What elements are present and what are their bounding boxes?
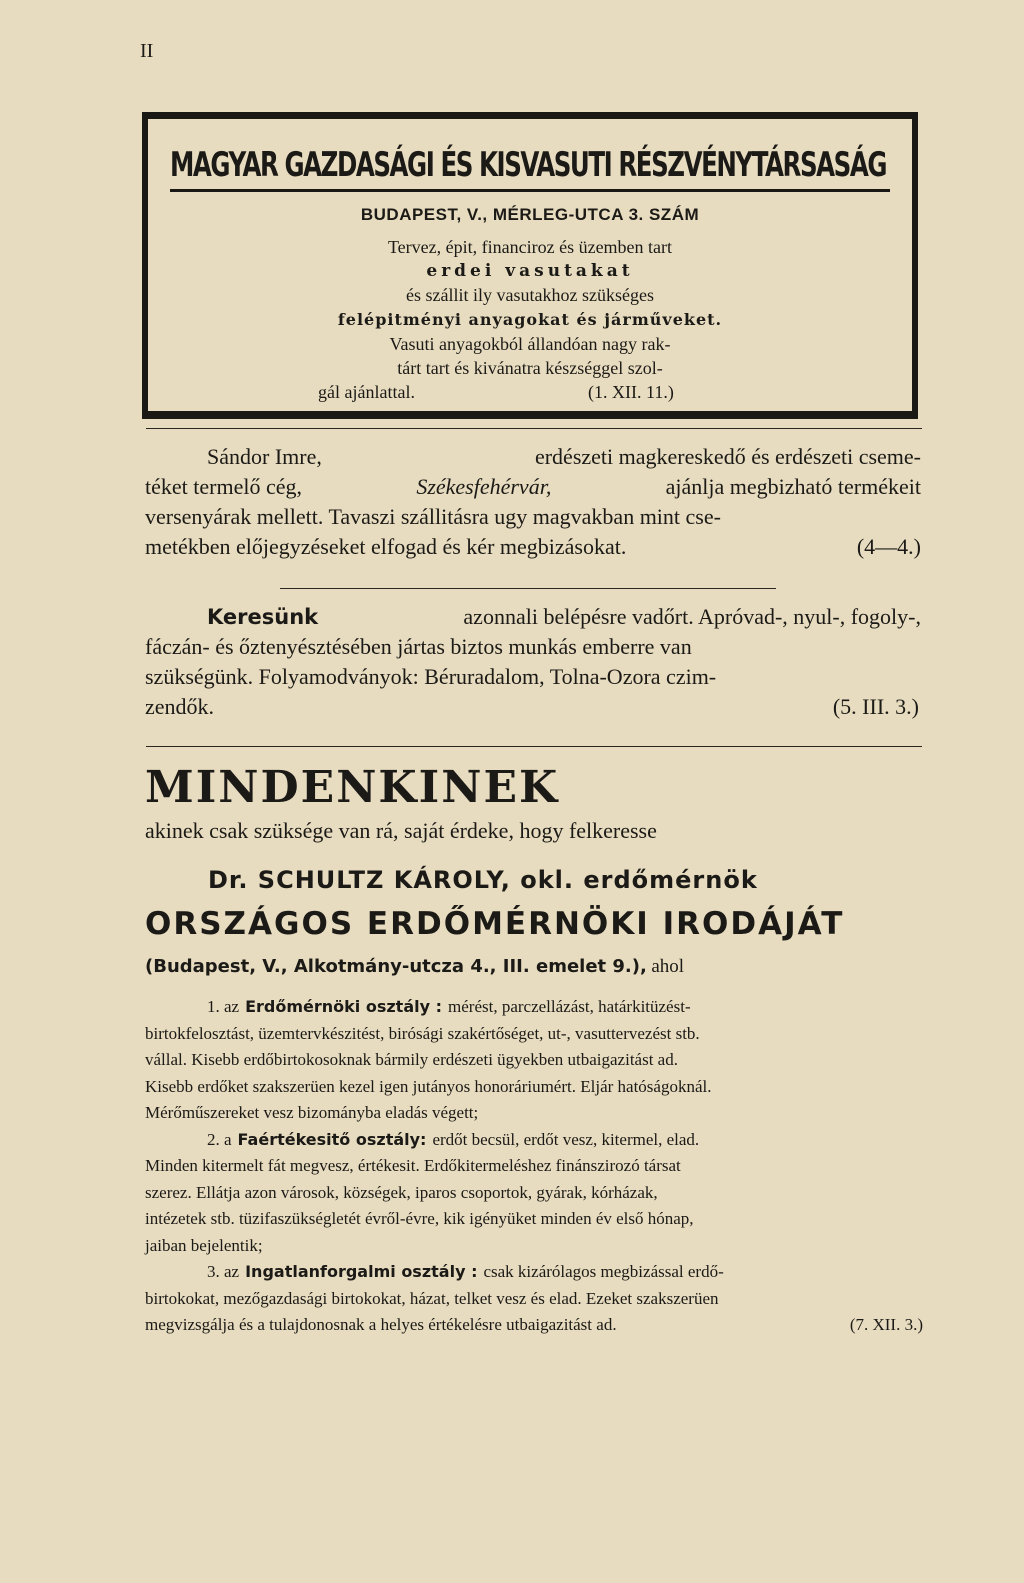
company-address: BUDAPEST, V., MÉRLEG-UTCA 3. SZÁM bbox=[360, 205, 700, 224]
item-text: birtokokat, mezőgazdasági birtokokat, házat, telket vesz és elad. Ezeket szakszerüen bbox=[145, 1288, 719, 1308]
ad-line: gál ajánlattal. bbox=[318, 382, 415, 402]
item-text: csak kizárólagos megbizással erdő- bbox=[483, 1262, 724, 1281]
department-name: Ingatlanforgalmi osztály : bbox=[245, 1262, 478, 1281]
ad-line: tárt tart és kivánatra készséggel szol- bbox=[397, 358, 663, 378]
ad-reference: (7. XII. 3.) bbox=[849, 1315, 923, 1334]
ad-reference: (4—4.) bbox=[856, 534, 921, 559]
item-text: Mérőműszereket vesz bizományba eladás végett; bbox=[145, 1103, 479, 1122]
ad-text: téket termelő cég, bbox=[145, 474, 302, 499]
department-name: Faértékesitő osztály: bbox=[237, 1129, 427, 1149]
department-name: Erdőmérnöki osztály : bbox=[245, 997, 443, 1016]
department-list bbox=[145, 994, 923, 1339]
ad-reference: (5. III. 3.) bbox=[832, 694, 919, 719]
item-number: 1. az bbox=[207, 997, 240, 1016]
item-text: mérést, parczellázást, határkitüzést- bbox=[448, 997, 691, 1016]
schultz-intro bbox=[145, 818, 923, 844]
schultz-name: Dr. SCHULTZ KÁROLY, okl. erdőmérnök bbox=[208, 866, 758, 894]
ad-text: fáczán- és őztenyésztésében jártas biztos munkás emberre van bbox=[145, 634, 692, 659]
office-title: ORSZÁGOS ERDŐMÉRNÖKI IRODÁJÁT bbox=[145, 906, 845, 942]
company-title: MAGYAR GAZDASÁGI ÉS KISVASUTI RÉSZVÉNYTÁRSASÁG bbox=[170, 145, 887, 185]
item-text: Minden kitermelt fát megvesz, értékesit. Erdőkitermeléshez finánszirozó társat bbox=[145, 1156, 681, 1175]
ad-line-highlight: erdei vasutakat bbox=[426, 261, 634, 281]
item-text: intézetek stb. tüzifaszükségletét évről-évre, kik igényüket minden év első hónap, bbox=[145, 1209, 694, 1228]
title-rule bbox=[170, 189, 890, 192]
ad-text: erdészeti magkereskedő és erdészeti cseme- bbox=[534, 444, 921, 469]
ad-text: szükségünk. Folyamodványok: Béruradalom, Tolna-Ozora czim- bbox=[145, 664, 717, 689]
ad-line-highlight: felépitményi anyagokat és járműveket. bbox=[337, 310, 723, 329]
ad-line: és szállit ily vasutakhoz szükséges bbox=[406, 285, 654, 305]
intro-text: akinek csak szüksége van rá, saját érdeke, hogy felkeresse bbox=[145, 818, 657, 843]
item-text: megvizsgálja és a tulajdonosnak a helyes értékelésre utbaigazitást ad. bbox=[145, 1315, 617, 1334]
divider bbox=[146, 428, 922, 429]
sandor-imre-ad bbox=[145, 442, 921, 562]
keresunk-ad bbox=[145, 602, 921, 722]
address-tail: ahol bbox=[651, 956, 685, 977]
address-text: (Budapest, V., Alkotmány-utcza 4., III. emelet 9.), bbox=[145, 956, 647, 977]
item-text: erdőt becsül, erdőt vesz, kitermel, elad. bbox=[432, 1129, 700, 1149]
headline-mindenkinek: MINDENKINEK bbox=[145, 762, 560, 813]
ad-line: Vasuti anyagokból állandóan nagy rak- bbox=[389, 334, 671, 354]
ad-lead-word: Keresünk bbox=[207, 605, 319, 629]
railway-company-ad bbox=[142, 112, 918, 411]
item-text: vállal. Kisebb erdőbirtokosoknak bármily erdészeti ügyekben utbaigazitást ad. bbox=[145, 1050, 678, 1069]
ad-reference: (1. XII. 11.) bbox=[588, 382, 674, 402]
item-text: birtokfelosztást, üzemtervkészitést, birósági szakértőséget, ut-, vasuttervezést stb. bbox=[145, 1023, 700, 1043]
advertiser-name: Sándor Imre, bbox=[207, 444, 322, 469]
item-number: 3. az bbox=[207, 1262, 240, 1281]
ad-text: versenyárak mellett. Tavaszi szállitásra ugy magvakban mint cse- bbox=[145, 504, 721, 529]
ad-text: metékben előjegyzéseket elfogad és kér megbizásokat. bbox=[145, 534, 627, 559]
divider bbox=[146, 746, 922, 747]
item-text: Kisebb erdőket szakszerüen kezel igen jutányos honoráriumért. Eljár hatóságoknál. bbox=[145, 1076, 712, 1096]
ad-text: zendők. bbox=[145, 694, 215, 719]
item-number: 2. a bbox=[207, 1129, 232, 1149]
item-text: jaiban bejelentik; bbox=[145, 1235, 263, 1255]
item-text: szerez. Ellátja azon városok, községek, iparos csoportok, gyárak, kórházak, bbox=[145, 1182, 658, 1202]
page-number: II bbox=[140, 40, 154, 62]
office-address bbox=[145, 956, 684, 978]
ad-text: azonnali belépésre vadőrt. Apróvad-, nyul-, fogoly-, bbox=[463, 604, 921, 629]
ad-line: Tervez, épit, financiroz és üzemben tart bbox=[387, 237, 673, 257]
ad-text: ajánlja megbizható termékeit bbox=[665, 474, 921, 499]
divider bbox=[280, 588, 776, 589]
city-name: Székesfehérvár, bbox=[416, 474, 552, 499]
